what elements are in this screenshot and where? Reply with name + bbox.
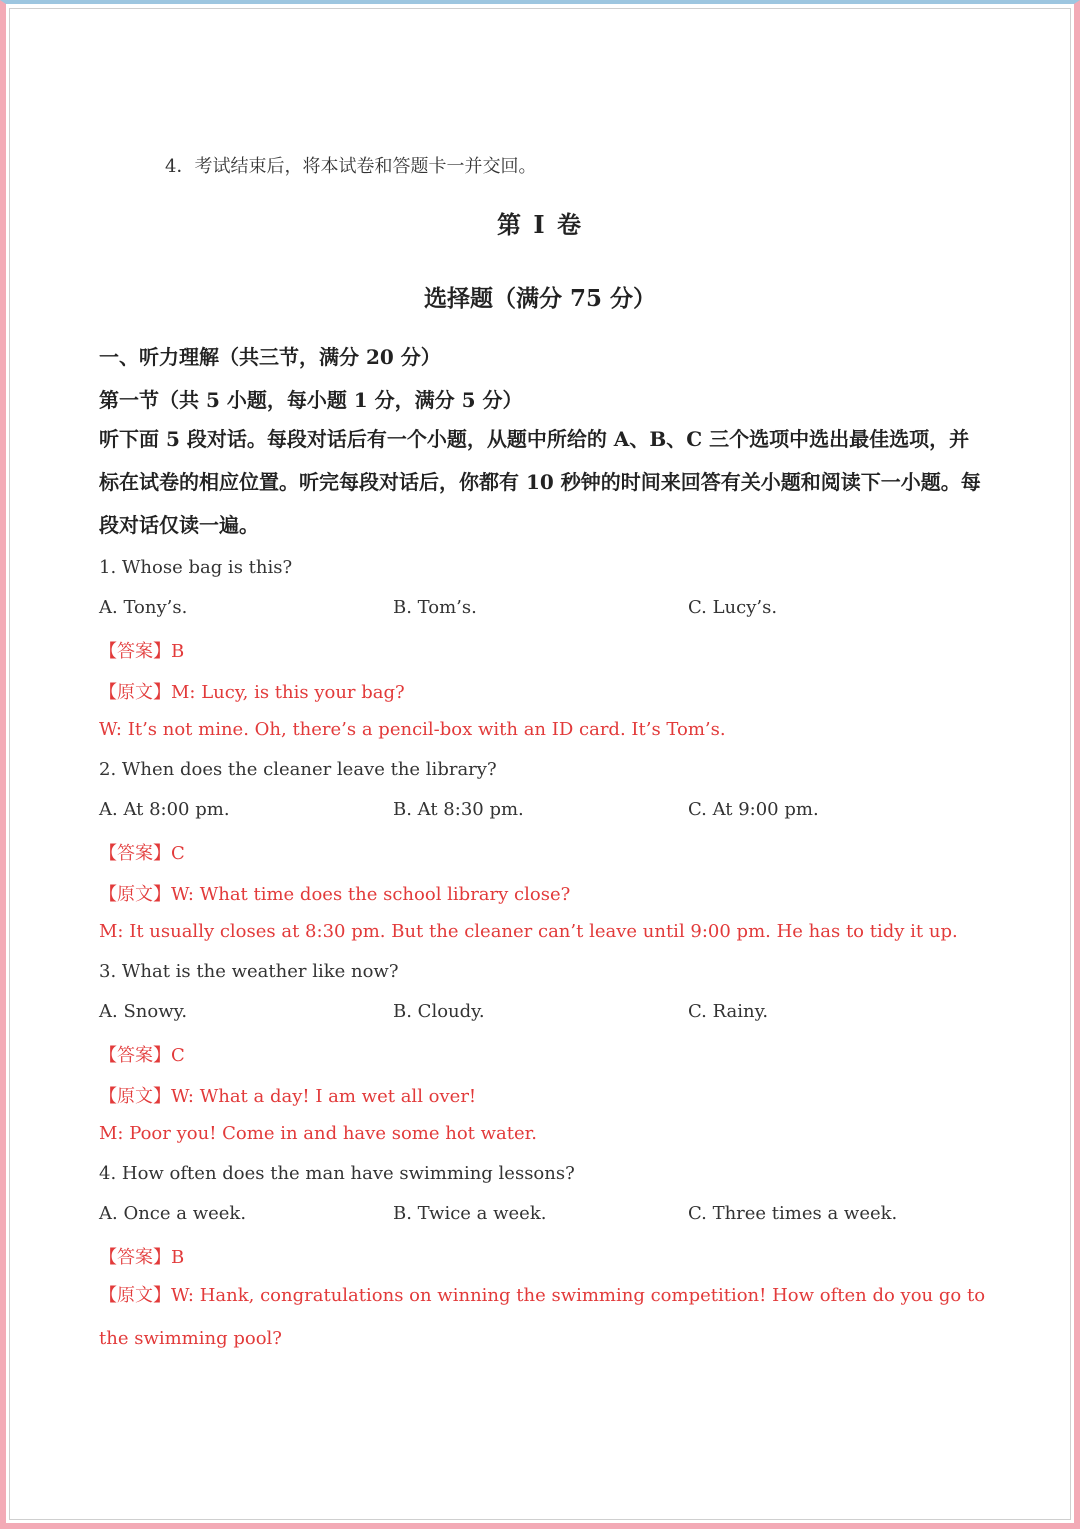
q3-option-a: A. Snowy. (99, 1001, 188, 1022)
instructions: 听下面 5 段对话。每段对话后有一个小题，从题中所给的 A、B、C 三个选项中选出最佳选项，并标在试卷的相应位置。听完每段对话后，你都有 10 秒钟的时间来回答有关小题和阅读下一小题。每段对话仅读一遍。 (99, 427, 981, 537)
section-title: 选择题（满分 75 分） (423, 285, 657, 312)
question-3: 3. What is the weather like now? (99, 961, 399, 982)
exam-note: 4．考试结束后，将本试卷和答题卡一并交回。 (165, 156, 537, 177)
q3-script-line1: 【原文】W: What a day! I am wet all over! (99, 1086, 477, 1107)
q1-option-c: C. Lucy’s. (688, 597, 778, 618)
q1-script-line2: W: It’s not mine. Oh, there’s a pencil-box with an ID card. It’s Tom’s. (99, 719, 726, 740)
q3-option-c: C. Rainy. (688, 1001, 769, 1022)
q1-answer: 【答案】B (99, 641, 185, 662)
q4-option-c: C. Three times a week. (688, 1203, 898, 1224)
q4-answer: 【答案】B (99, 1247, 185, 1268)
volume-title: 第 I 卷 (497, 210, 583, 239)
q3-option-b: B. Cloudy. (393, 1001, 485, 1022)
q2-answer: 【答案】C (99, 843, 185, 864)
q2-script-line2: M: It usually closes at 8:30 pm. But the cleaner can’t leave until 9:00 pm. He has to tidy it up. (99, 921, 958, 942)
q1-script-line1: 【原文】M: Lucy, is this your bag? (99, 682, 405, 703)
part-title: 一、听力理解（共三节，满分 20 分） (99, 345, 441, 369)
q2-script-line1: 【原文】W: What time does the school library close? (99, 884, 571, 905)
q4-script-line1: 【原文】W: Hank, congratulations on winning the swimming competition! How often do you go to the swimming pool? (99, 1285, 986, 1349)
question-2: 2. When does the cleaner leave the library? (99, 759, 497, 780)
q2-option-b: B. At 8:30 pm. (393, 799, 524, 820)
q2-option-c: C. At 9:00 pm. (688, 799, 819, 820)
question-4: 4. How often does the man have swimming lessons? (99, 1163, 575, 1184)
q3-answer: 【答案】C (99, 1045, 185, 1066)
q1-option-b: B. Tom’s. (393, 597, 477, 618)
q4-option-a: A. Once a week. (99, 1203, 247, 1224)
q4-option-b: B. Twice a week. (393, 1203, 547, 1224)
q1-option-a: A. Tony’s. (99, 597, 188, 618)
q3-script-line2: M: Poor you! Come in and have some hot water. (99, 1123, 537, 1144)
question-1: 1. Whose bag is this? (99, 557, 293, 578)
q2-option-a: A. At 8:00 pm. (99, 799, 230, 820)
subsection-title: 第一节（共 5 小题，每小题 1 分，满分 5 分） (99, 388, 523, 412)
